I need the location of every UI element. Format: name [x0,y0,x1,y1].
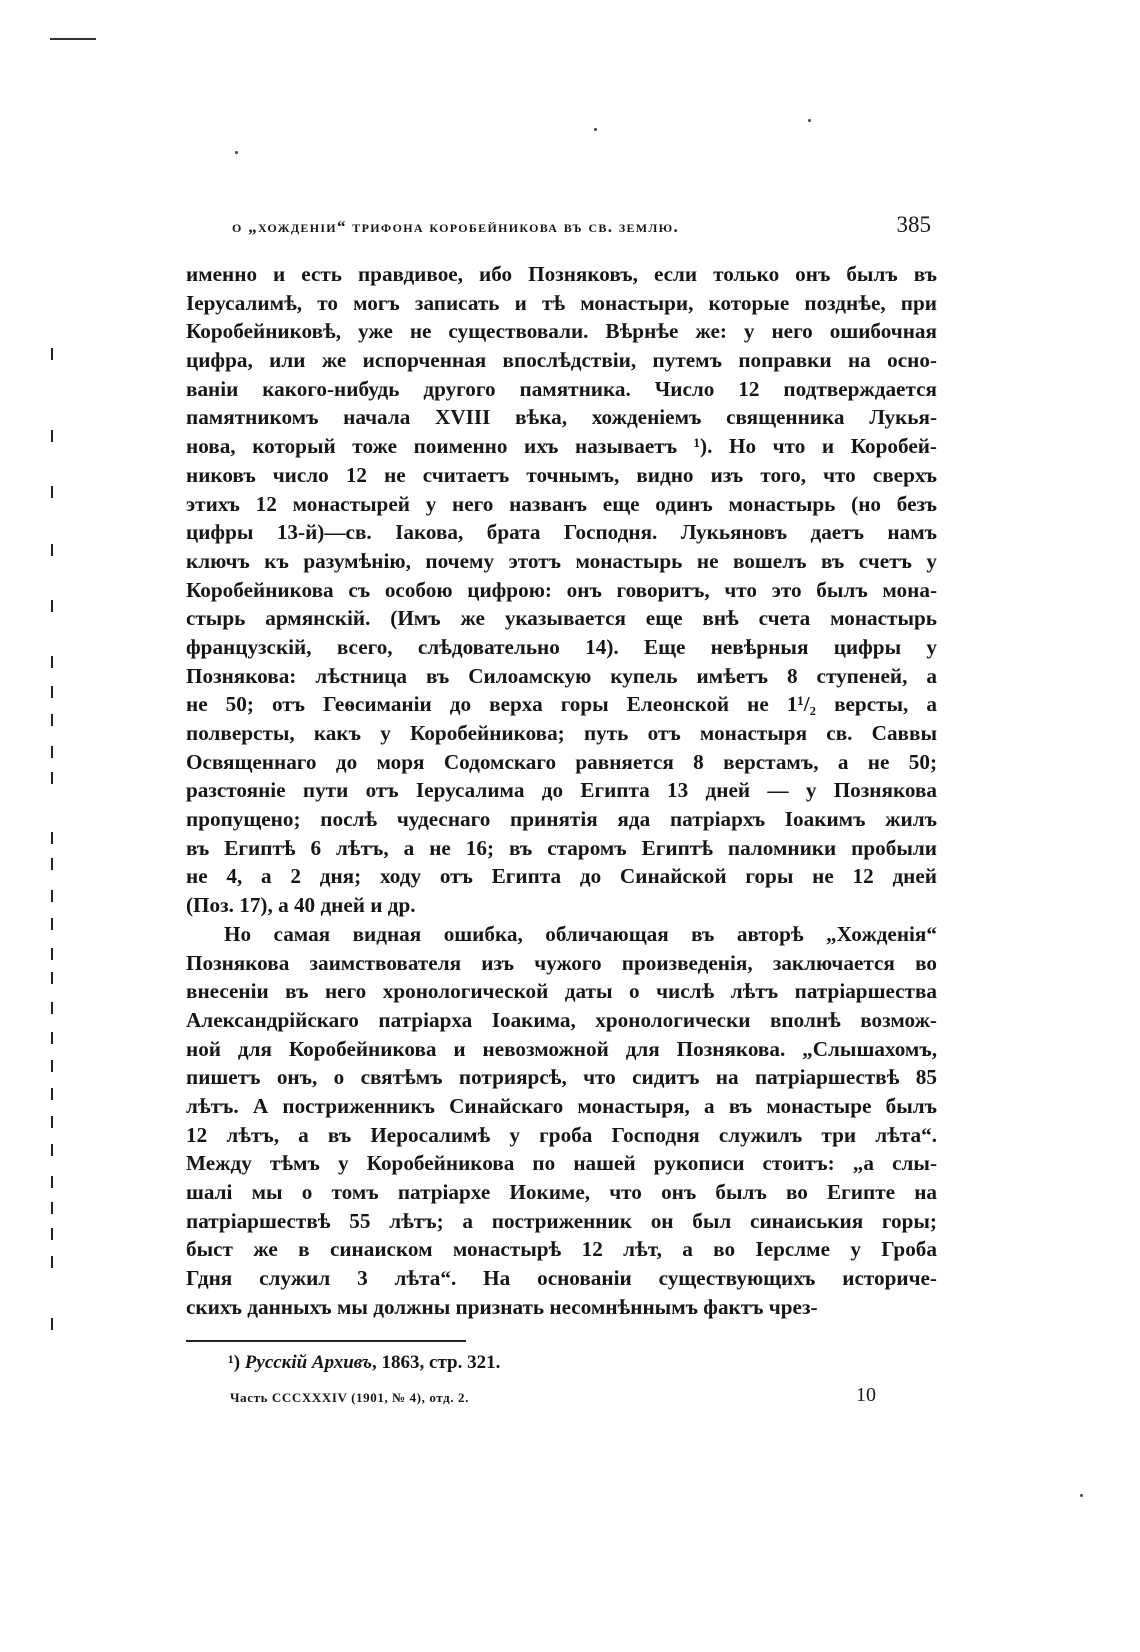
text-line: пропущено; послѣ чудеснаго принятія яда патріархъ Іоакимъ жилъ [186,807,937,832]
binding-gutter-marks [49,360,59,1360]
text-line: шалі мы о томъ патріархе Иокиме, что онъ былъ во Египте на [186,1180,937,1204]
text-line: нова, который тоже поименно ихъ называетъ ¹). Но что и Коробей- [186,434,937,459]
text-line: Александрійскаго патріарха Іоакима, хронологически вполнѣ возмож- [186,1007,937,1032]
text-line: не 4, а 2 дня; ходу отъ Египта до Синайской горы не 12 дней [186,864,937,889]
text-line: полверсты, какъ у Коробейникова; путь отъ монастыря св. Саввы [186,721,937,745]
text-line: въ Египтѣ 6 лѣтъ, а не 16; въ старомъ Египтѣ паломники пробыли [186,835,937,860]
text-line: Познякова: лѣстница въ Силоамскую купель имѣетъ 8 ступеней, а [186,663,937,688]
running-head-title: о „хожденіи“ трифона коробейникова въ св. землю. [232,217,679,236]
margin-rule-top [50,38,96,40]
page-number: 385 [896,212,931,237]
text-line: никовъ число 12 не считаетъ точнымъ, видно изъ того, что сверхъ [186,462,937,487]
text-line: патріаршествѣ 55 лѣтъ; а постриженник он был синаиськия горы; [186,1208,937,1233]
footnote-rest: , 1863, стр. 321. [372,1352,501,1373]
footnote-marker: ¹) [228,1352,241,1373]
text-line: разстояніе пути отъ Іерусалима до Египта 13 дней — у Познякова [186,778,937,803]
body-text [186,260,937,1321]
text-line: Познякова заимствователя изъ чужого произведенія, заключается во [186,950,937,975]
text-line: этихъ 12 монастырей у него названъ еще одинъ монастырь (но безъ [186,491,937,516]
scan-speck [1080,1494,1083,1497]
sheet-signature: Часть CCCXXXIV (1901, № 4), отд. 2. [230,1390,469,1405]
text-line: цифры 13-й)—св. Іакова, брата Господня. Лукьяновъ даетъ намъ [186,520,937,545]
scan-speck [594,128,597,131]
scan-speck [808,119,811,122]
footnote [228,1352,500,1374]
text-line: лѣтъ. А постриженникъ Синайскаго монастыря, а въ монастыре былъ [186,1093,937,1118]
running-head [232,212,931,242]
text-line: цифра, или же испорченная впослѣдствіи, путемъ поправки на осно- [186,348,937,373]
text-line: 12 лѣтъ, а въ Иеросалимѣ у гроба Господня служилъ три лѣта“. [186,1122,937,1147]
scan-speck [235,151,238,154]
text-line: ваніи какого-нибудь другого памятника. Число 12 подтверждается [186,376,937,401]
text-line: не 50; отъ Геѳсиманіи до верха горы Елеонской не 1¹/₂ версты, а [186,692,937,717]
text-line: Но самая видная ошибка, обличающая въ авторѣ „Хожденія“ [224,921,937,946]
text-line: Гдня служил 3 лѣта“. На основаніи существующихъ историче- [186,1266,937,1291]
text-line: скихъ данныхъ мы должны признать несомнѣннымъ фактъ чрез- [186,1294,818,1319]
text-line: ной для Коробейникова и невозможной для Познякова. „Слышахомъ, [186,1036,937,1061]
text-line: ключъ къ разумѣнію, почему этотъ монастырь не вошелъ въ счетъ у [186,548,937,573]
text-line: Іерусалимѣ, то могъ записать и тѣ монастыри, которые позднѣе, при [186,290,937,315]
text-line: Между тѣмъ у Коробейникова по нашей рукописи стоитъ: „а слы- [186,1151,937,1176]
footnote-source: Русскій Архивъ [244,1352,373,1373]
sheet-number: 10 [856,1384,876,1406]
text-line: именно и есть правдивое, ибо Позняковъ, если только онъ былъ въ [186,262,937,286]
text-line: (Поз. 17), а 40 дней и др. [186,893,416,918]
text-line: пишетъ онъ, о святѣмъ потриярсѣ, что сидитъ на патріаршествѣ 85 [186,1065,937,1090]
text-line: французскій, всего, слѣдовательно 14). Еще невѣрныя цифры у [186,634,937,659]
text-line: Освященнаго до моря Содомскаго равняется 8 верстамъ, а не 50; [186,749,937,774]
text-line: памятникомъ начала XVIII вѣка, хожденіемъ священника Лукья- [186,405,937,430]
text-line: быст же в синаиском монастырѣ 12 лѣт, а во Іерслме у Гроба [186,1237,937,1262]
text-line: Коробейникова съ особою цифрою: онъ говоритъ, что это былъ мона- [186,577,937,602]
text-line: стырь армянскій. (Имъ же указывается еще внѣ счета монастырь [186,606,937,631]
text-line: внесеніи въ него хронологической даты о числѣ лѣтъ патріаршества [186,979,937,1004]
footnote-rule [186,1340,466,1342]
text-line: Коробейниковѣ, уже не существовали. Вѣрнѣе же: у него ошибочная [186,319,937,344]
